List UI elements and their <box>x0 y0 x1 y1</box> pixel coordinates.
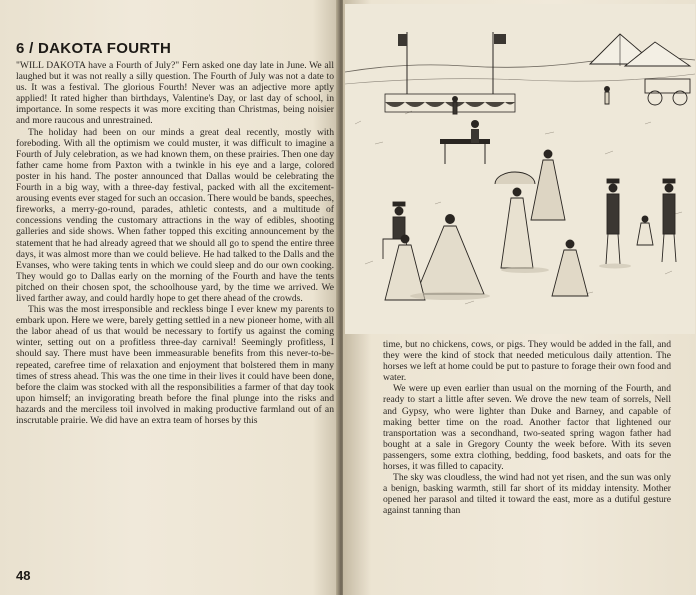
paragraph: "WILL DAKOTA have a Fourth of July?" Fern asked one day late in June. We all laughed but it was not really a silly question. The Fourth of July was not a date to us. It was a festival. The glorious Fourth! Never was an adjective more aptly applied! It rated higher than birthdays, Valentine's Day, or last day of school, in importance. In some respects it was more exciting than Christmas, being noisier and more raucous and unrestrained. <box>16 60 334 127</box>
left-body-text <box>16 60 334 426</box>
paragraph: This was the most irresponsible and reckless binge I ever knew my parents to embark upon. Here we were, barely getting settled in a new pioneer home, with all the labor ahead of us that would be necessary to fortify us against the coming winter, setting out on a profitless three-day carnival! Seemingly profitless, I should say. There must have been immeasurable benefits from this never-to-be-repeated, carefree time of relaxation and enjoyment that bolstered them in many times of stress ahead. This was the one time in their lives it could have been done, before the claim was stocked with all the responsibilities a farmer of that day took upon himself; an invigorating breath before the final plunge into the risks and hazards and the merciless toil involved in making productive farmland out of an inscrutable prairie. We did have an extra team of horses by this <box>16 304 334 426</box>
left-page <box>0 0 340 595</box>
right-body-text <box>383 339 671 517</box>
fourth-of-july-illustration <box>345 4 695 334</box>
paragraph: time, but no chickens, cows, or pigs. They would be added in the fall, and they were the kind of stock that needed meticulous daily attention. The horses we left at home could be put to pasture to forage their own food and water. <box>383 339 671 384</box>
paragraph: The sky was cloudless, the wind had not yet risen, and the sun was only a benign, basking warmth, still far short of its midday intensity. Mother opened her parasol and tilted it toward the east, more as a dutiful gesture against tanning than <box>383 472 671 517</box>
page-number: 48 <box>16 568 31 583</box>
paragraph: We were up even earlier than usual on the morning of the Fourth, and ready to start a little after seven. We drove the new team of sorrels, Nell and Gypsy, who were lighter than Duke and Barney, and capable of making better time on the road. Another factor that lightened our transportation was a secondhand, two-seated spring wagon father had bought at a sale in Gregory County the week before. With its seven passengers, some extra clothing, bedding, food baskets, and oats for the horses, it was filled to capacity. <box>383 383 671 473</box>
paragraph: The holiday had been on our minds a great deal recently, mostly with foreboding. With all the optimism we could muster, it was difficult to imagine a Fourth of July celebration, as we had known them, on these prairies. Then one day father came home from Paxton with a twinkle in his eye and a large, colored poster in his hand. The poster announced that Dallas would be celebrating the Fourth in a big way, with a three-day festival, packed with all the excitement-arousing events ever staged for such an occasion. There would be bands, speeches, fireworks, a merry-go-round, parades, athletic contests, and a multitude of concessions vending the customary attractions in the way of edibles, shooting galleries and side shows. When father topped this exciting announcement by the statement that he had already agreed that we should all go to spend the entire three days, it was almost more than we could believe. He had talked to the Dalls and the Evanses, who were taking tents in which we could sleep and do our own cooking. They would go to Dallas early on the morning of the Fourth and have the tents pitched on their chosen spot, the schoolhouse yard, by the time we arrived. We lived farther away, and could hardly hope to get there ahead of the crowds. <box>16 126 334 304</box>
chapter-title: 6 / DAKOTA FOURTH <box>16 40 172 57</box>
right-page <box>343 0 696 595</box>
